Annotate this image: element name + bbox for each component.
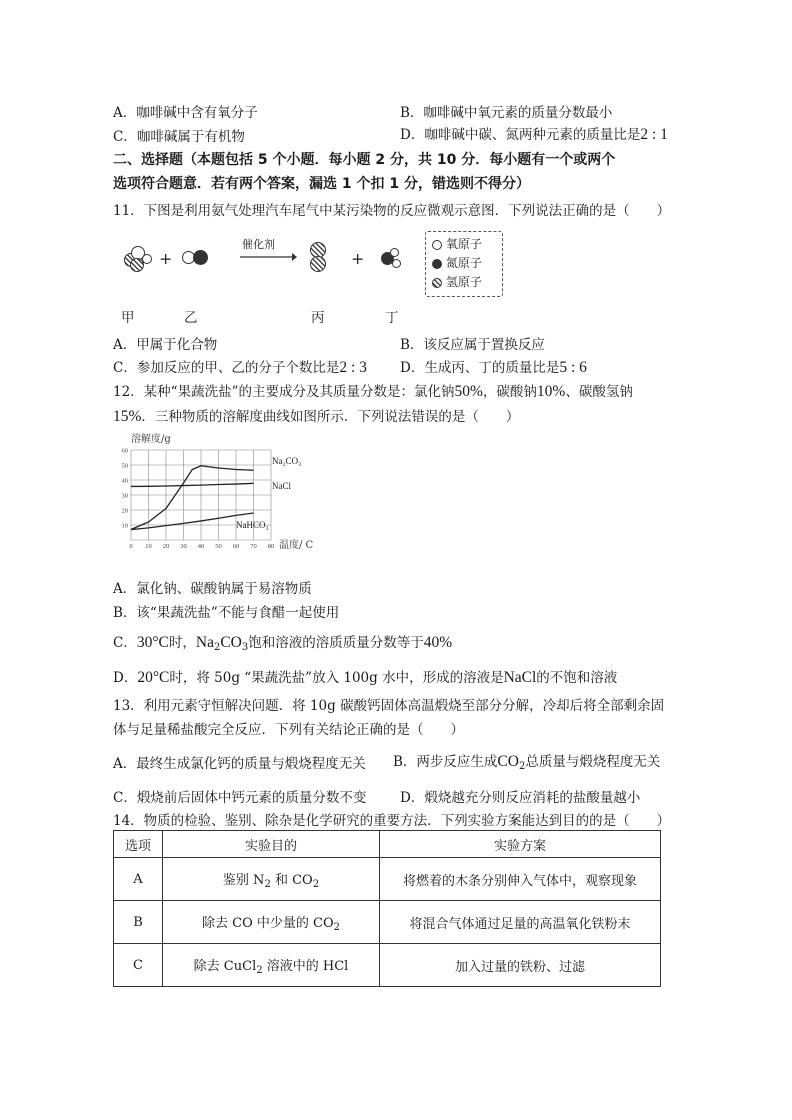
q13-stem-line1: 13．利用元素守恒解决问题．将 10g 碳酸钙固体高温煅烧至部分分解，冷却后将全部剩余固: [113, 698, 665, 714]
y-tick-label: 10: [121, 522, 128, 530]
section-heading-line1: 二、选择题（本题包括 5 个小题．每小题 2 分，共 10 分．每小题有一个或两个: [113, 152, 616, 168]
q13-option-a: A．最终生成氯化钙的质量与煅烧程度无关: [113, 756, 366, 772]
q10-option-d-ratio: 2 : 1: [640, 126, 668, 143]
plus-sign-2: +: [351, 249, 365, 268]
label-jia: 甲: [121, 310, 135, 326]
catalyst-label: 催化剂: [242, 238, 275, 251]
row-c-option: C: [114, 944, 163, 987]
q12-option-a: A．氯化钠、碳酸钠属于易溶物质: [113, 581, 312, 597]
row-b-plan: 将混合气体通过足量的高温氧化铁粉末: [380, 901, 661, 944]
q13-option-b: B．两步反应生成$CO_2$总质量与煅烧程度无关: [393, 753, 661, 772]
y-tick-label: 20: [121, 507, 128, 515]
x-tick-label: 10: [145, 543, 152, 550]
y-tick-label: 60: [121, 447, 128, 455]
q13-stem-line2: 体与足量稀盐酸完全反应．下列有关结论正确的是（ ）: [113, 722, 464, 738]
x-tick-label: 0: [129, 543, 133, 550]
table-header-row: [114, 831, 661, 858]
x-tick-label: 30: [180, 543, 187, 550]
label-ding: 丁: [385, 310, 399, 326]
row-a-purpose: 鉴别 $N_2$ 和 $CO_2$: [163, 858, 380, 901]
yi-atom-2: [193, 250, 208, 265]
solubility-chart: [113, 430, 313, 565]
table-row: [114, 858, 661, 901]
q11-option-c: C．参加反应的甲、乙的分子个数比是2 : 3: [113, 359, 367, 376]
y-tick-label: 30: [121, 492, 128, 500]
legend-nitrogen: 氮原子: [432, 254, 482, 272]
table-row: [114, 944, 661, 987]
header-purpose: 实验目的: [163, 831, 380, 858]
q11-option-b: B．该反应属于置换反应: [400, 337, 545, 353]
series-label-na2co3: Na₂CO₃: [272, 456, 302, 466]
legend-hydrogen: 氢原子: [432, 273, 482, 291]
chart-ylabel: 溶解度/g: [131, 434, 171, 445]
chart-xlabel: 温度/ C: [279, 540, 313, 551]
chart-ticks: [122, 448, 275, 551]
reaction-arrow: [238, 251, 298, 263]
row-b-purpose: 除去 CO 中少量的 $CO_2$: [163, 901, 380, 944]
row-c-plan: 加入过量的铁粉、过滤: [380, 944, 661, 987]
q10-option-d: [400, 123, 668, 144]
q13-option-d: D．煅烧越充分则反应消耗的盐酸量越小: [400, 790, 641, 806]
q12-option-d: D．20°C时，将 50g “果蔬洗盐”放入 100g 水中，形成的溶液是NaCl的不饱和溶液: [113, 669, 618, 686]
row-c-purpose: 除去 CuCl$_2$ 溶液中的 HCl: [163, 944, 380, 987]
q10-option-c: C．咖啡碱属于有机物: [113, 129, 245, 145]
hydrogen-atom-icon: [432, 278, 442, 288]
q11-option-d: D．生成丙、丁的质量比是5 : 6: [400, 359, 587, 376]
q14-stem: 14．物质的检验、鉴别、除杂是化学研究的重要方法．下列实验方案能达到目的的是（ ）: [113, 813, 671, 829]
label-bing: 丙: [311, 310, 325, 326]
x-tick-label: 70: [250, 543, 257, 550]
q10-option-b: B．咖啡碱中氧元素的质量分数最小: [400, 105, 613, 121]
x-tick-label: 60: [232, 543, 240, 550]
oxygen-atom-icon: [432, 240, 442, 250]
q11-option-a: A．甲属于化合物: [113, 337, 218, 353]
q12-stem-line1: 12．某种“果蔬洗盐”的主要成分及其质量分数是：氯化钠50%，碳酸钠10%、碳酸氢钠: [113, 383, 633, 400]
jia-atom-4: [142, 254, 152, 264]
x-tick-label: 50: [215, 543, 222, 550]
bing-atom-2: [310, 256, 326, 272]
q11-stem: 11．下图是利用氨气处理汽车尾气中某污染物的反应微观示意图．下列说法正确的是（ ）: [113, 203, 671, 219]
q12-option-c: C．30°C时，$Na_2CO_3$饱和溶液的溶质质量分数等于40%: [113, 634, 453, 653]
x-tick-label: 40: [197, 543, 205, 550]
y-tick-label: 40: [121, 477, 128, 485]
legend-oxygen: 氧原子: [432, 235, 482, 253]
q12-stem-line2: 15%．三种物质的溶解度曲线如图所示．下列说法错误的是（ ）: [113, 408, 520, 425]
section-heading-line2: 选项符合题意．若有两个答案，漏选 1 个扣 1 分，错选则不得分）: [113, 176, 530, 192]
series-label-nahco3: NaHCO₃: [236, 520, 269, 530]
header-option: 选项: [114, 831, 163, 858]
table-row: [114, 901, 661, 944]
ding-atom-2: [390, 248, 399, 257]
x-tick-label: 80: [267, 543, 275, 550]
row-a-option: A: [114, 858, 163, 901]
ding-atom-3: [392, 259, 401, 268]
q13-option-c: C．煅烧前后固体中钙元素的质量分数不变: [113, 790, 367, 806]
experiment-table: [113, 830, 661, 987]
x-tick-label: 20: [162, 543, 170, 550]
plus-sign-1: +: [159, 249, 173, 268]
row-a-plan: 将燃着的木条分别伸入气体中，观察现象: [380, 858, 661, 901]
atom-legend: [425, 231, 503, 297]
series-line-nacl: [131, 483, 254, 486]
series-label-nacl: NaCl: [272, 481, 291, 491]
row-b-option: B: [114, 901, 163, 944]
q10-option-d-text: D．咖啡碱中碳、氮两种元素的质量比是: [400, 127, 641, 143]
label-yi: 乙: [184, 310, 198, 326]
y-tick-label: 50: [121, 462, 128, 470]
header-plan: 实验方案: [380, 831, 661, 858]
q10-option-a: A．咖啡碱中含有氧分子: [113, 105, 258, 121]
q12-option-b: B．该“果蔬洗盐”不能与食醋一起使用: [113, 605, 340, 621]
nitrogen-atom-icon: [432, 259, 442, 269]
